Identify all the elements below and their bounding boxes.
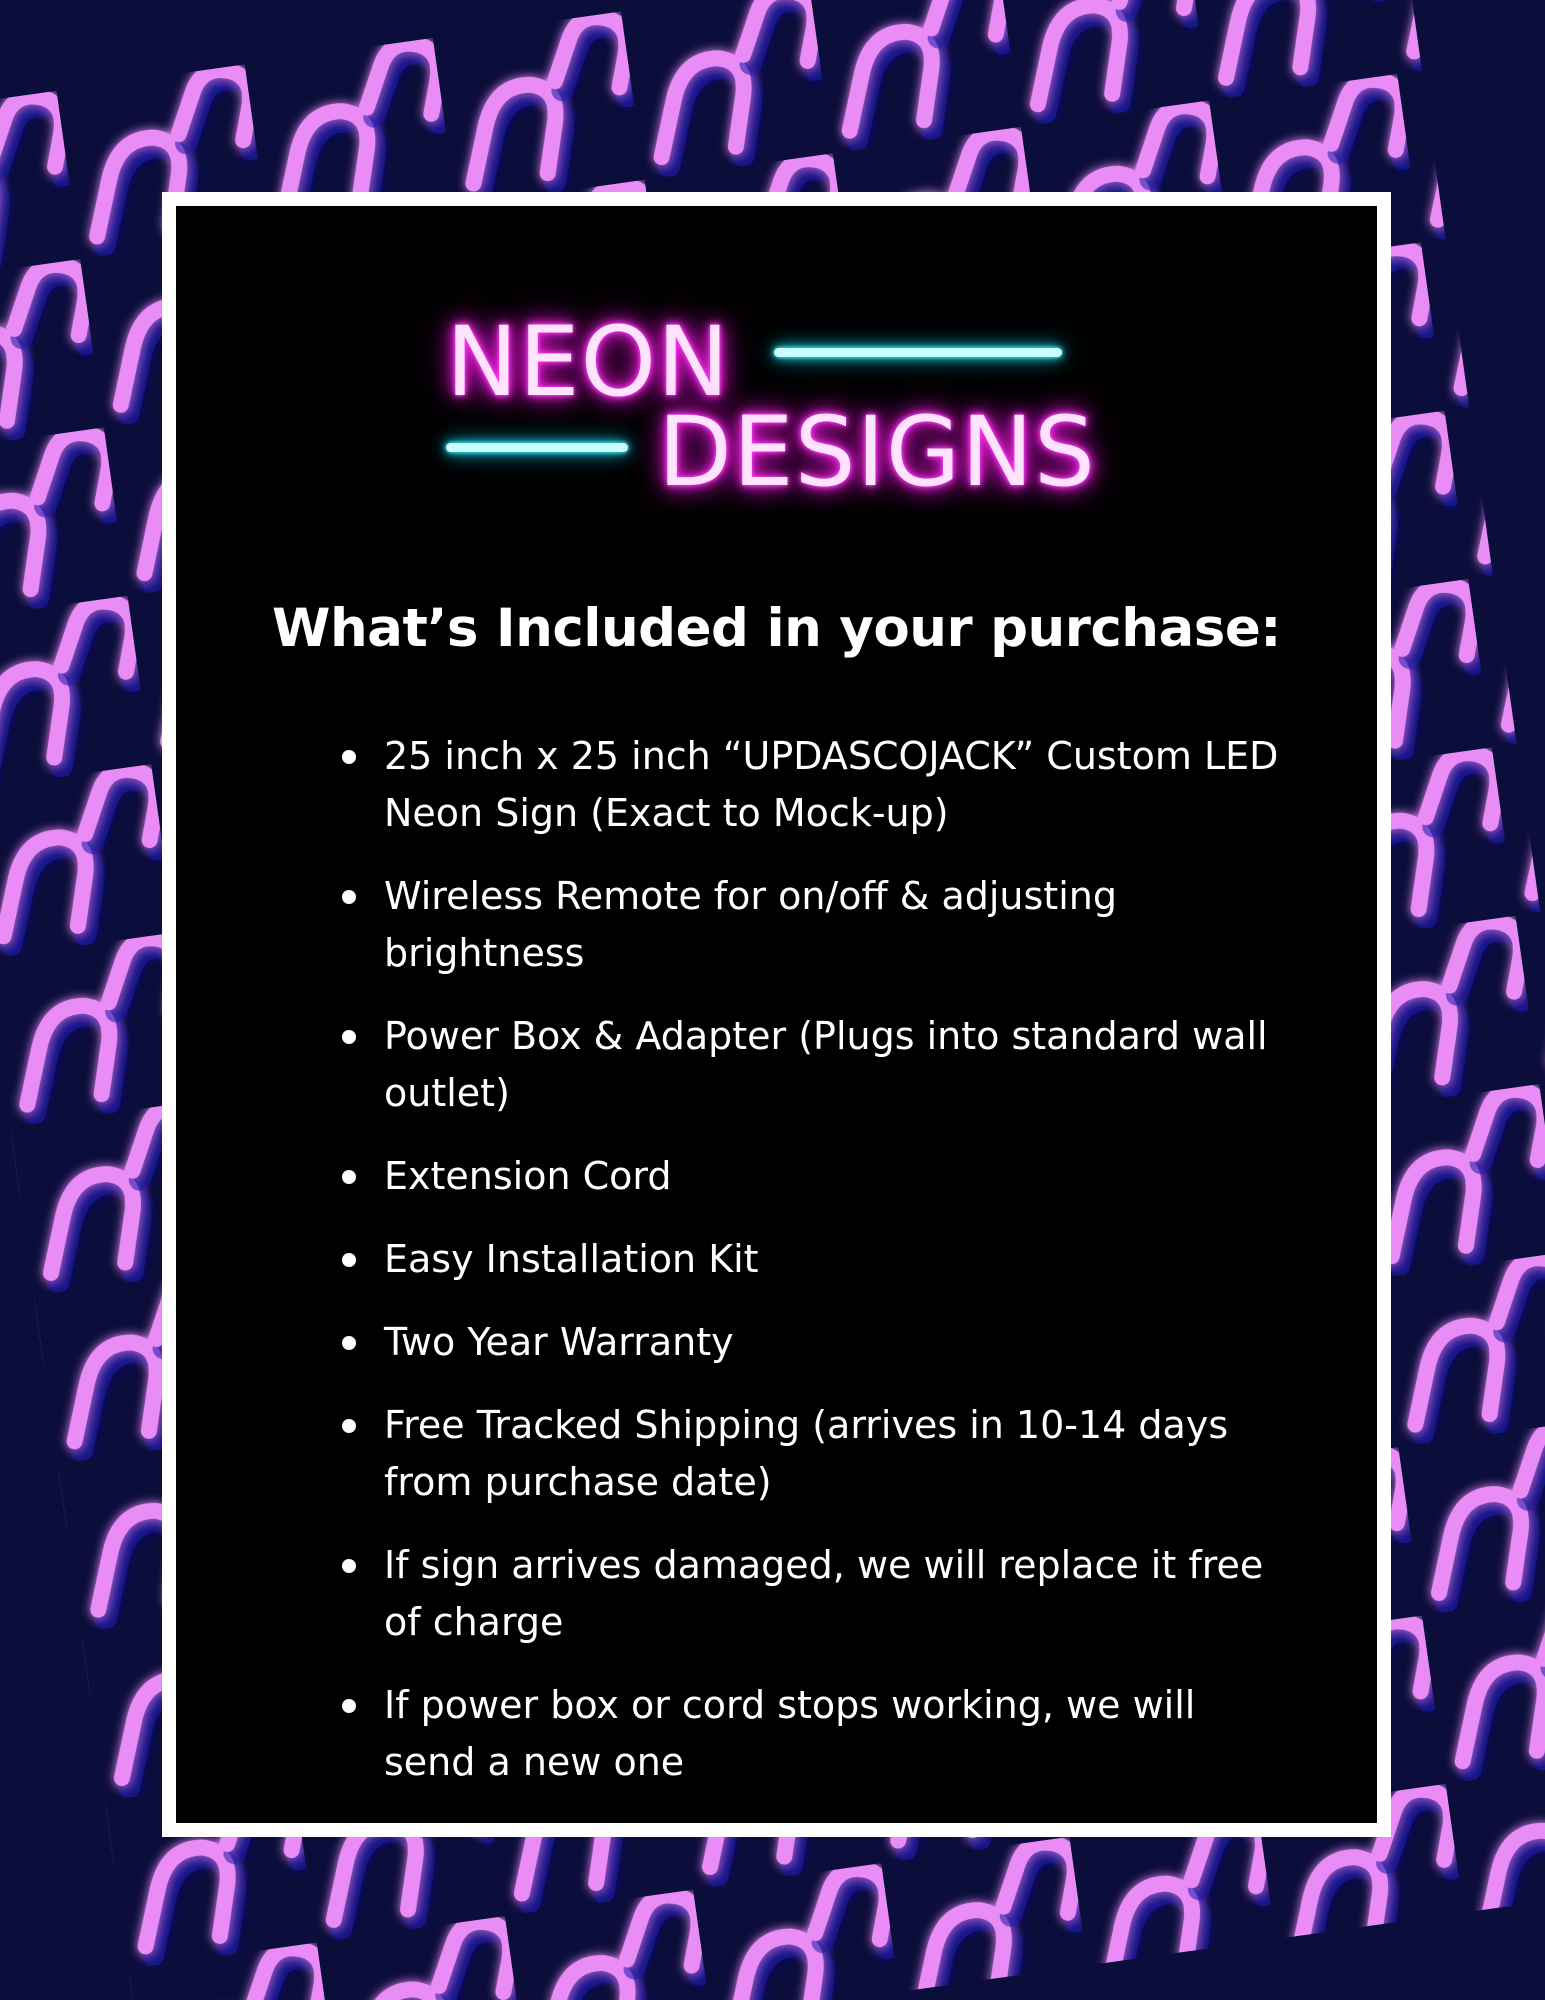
logo-word-designs: DESIGNS	[658, 396, 1096, 508]
list-item-text: Wireless Remote for on/off & adjusting brightness	[384, 874, 1117, 975]
list-item	[256, 1231, 1296, 1288]
list-item	[256, 1314, 1296, 1371]
list-item	[256, 868, 1296, 982]
list-item-text: If sign arrives damaged, we will replace it free of charge	[384, 1543, 1264, 1644]
list-item-text: Power Box & Adapter (Plugs into standard wall outlet)	[384, 1014, 1268, 1115]
bullet-icon	[342, 1559, 356, 1573]
bullet-icon	[342, 1336, 356, 1350]
bullet-icon	[342, 1419, 356, 1433]
bullet-icon	[342, 1170, 356, 1184]
page-title: What’s Included in your purchase:	[271, 598, 1281, 659]
bullet-icon	[342, 1030, 356, 1044]
list-item-text: Extension Cord	[384, 1154, 672, 1198]
logo-cyan-line-bottom	[446, 443, 628, 452]
list-item-text: 25 inch x 25 inch “UPDASCOJACK” Custom LED Neon Sign (Exact to Mock-up)	[384, 734, 1279, 835]
bullet-icon	[342, 1699, 356, 1713]
list-item-text: Two Year Warranty	[384, 1320, 734, 1364]
list-item	[256, 1397, 1296, 1511]
bullet-icon	[342, 890, 356, 904]
included-items-list	[256, 728, 1296, 1817]
list-item-text: If power box or cord stops working, we will send a new one	[384, 1683, 1196, 1784]
list-item	[256, 728, 1296, 842]
list-item	[256, 1008, 1296, 1122]
list-item	[256, 1148, 1296, 1205]
logo-cyan-line-top	[774, 348, 1062, 357]
neon-designs-logo	[446, 306, 1146, 526]
card-frame	[162, 192, 1391, 1837]
list-item-text: Easy Installation Kit	[384, 1237, 759, 1281]
bullet-icon	[342, 750, 356, 764]
bullet-icon	[342, 1253, 356, 1267]
list-item-text: Free Tracked Shipping (arrives in 10-14 days from purchase date)	[384, 1403, 1229, 1504]
list-item	[256, 1677, 1296, 1791]
list-item	[256, 1537, 1296, 1651]
logo-word-neon: NEON	[446, 306, 730, 418]
content-card	[176, 206, 1377, 1823]
